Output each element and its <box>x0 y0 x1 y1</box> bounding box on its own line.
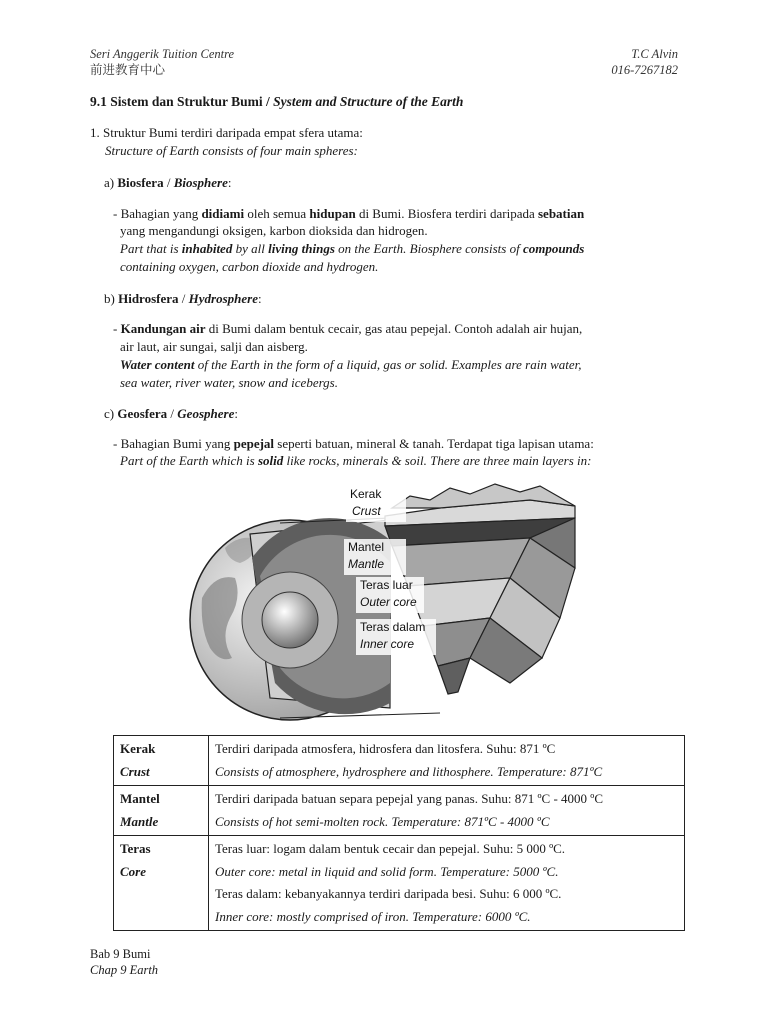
bold-text: pepejal <box>233 436 275 451</box>
earth-layers-table <box>113 735 685 931</box>
description-malay: Teras luar: logam dalam bentuk cecair dan pepejal. Suhu: 5 000 ºC. <box>215 841 566 856</box>
intro-english: Structure of Earth consists of four main spheres: <box>105 143 358 158</box>
description-english: Consists of atmosphere, hydrosphere and lithosphere. Temperature: 871ºC <box>215 763 603 779</box>
geosphere-name-malay: Geosfera <box>117 406 168 421</box>
footer-chapter-malay: Bab 9 Bumi <box>90 947 151 961</box>
description-malay: Teras dalam: kebanyakannya terdiri daripada besi. Suhu: 6 000 ºC. <box>215 886 562 901</box>
layer-name-english: Core <box>120 863 146 879</box>
text: oleh semua <box>244 206 310 221</box>
text: di Bumi dalam bentuk cecair, gas atau pepejal. Contoh adalah air hujan, <box>205 321 583 336</box>
bold-text: living things <box>268 241 335 256</box>
layer-name-cell <box>114 836 209 931</box>
text: like rocks, minerals & soil. There are three main layers in: <box>283 453 592 468</box>
bold-text: didiami <box>201 206 245 221</box>
layer-name-malay: Teras <box>120 841 151 856</box>
text: - <box>113 321 121 336</box>
biosphere-malay-line2: yang mengandungi oksigen, karbon dioksida dan hidrogen. <box>120 223 428 238</box>
section-title <box>90 94 463 110</box>
bold-text: solid <box>257 453 284 468</box>
text: of the Earth in the form of a liquid, gas or solid. Examples are rain water, <box>194 357 582 372</box>
bold-text: hidupan <box>309 206 356 221</box>
text: - Bahagian yang <box>113 206 202 221</box>
hydrosphere-malay-line2: air laut, air sungai, salji dan aisberg. <box>120 339 308 354</box>
mantle-label-english: Mantle <box>348 557 385 571</box>
layer-description-cell <box>209 736 685 786</box>
layer-name-malay: Mantel <box>120 791 160 806</box>
hydrosphere-slash: / <box>178 291 189 306</box>
crust-label-english: Crust <box>352 504 381 518</box>
geosphere-prefix: c) <box>104 406 118 421</box>
crust-label-malay: Kerak <box>350 487 382 501</box>
layer-name-cell <box>114 736 209 786</box>
bold-text: sebatian <box>538 206 585 221</box>
outer-core-label-malay: Teras luar <box>360 578 413 592</box>
inner-core-label-malay: Teras dalam <box>360 620 426 634</box>
description-english: Outer core: metal in liquid and solid form. Temperature: 5000 ºC. <box>215 863 559 879</box>
biosphere-name-english: Biosphere <box>173 175 228 190</box>
text: by all <box>232 241 269 256</box>
section-title-malay: 9.1 Sistem dan Struktur Bumi / <box>90 94 274 109</box>
geosphere-slash: / <box>167 406 178 421</box>
geosphere-name-english: Geosphere <box>177 406 235 421</box>
text: Part of the Earth which is <box>120 453 258 468</box>
footer-chapter-english: Chap 9 Earth <box>90 963 159 977</box>
geosphere-colon: : <box>234 406 238 421</box>
mantle-label-malay: Mantel <box>348 540 385 554</box>
biosphere-name-malay: Biosfera <box>117 175 164 190</box>
biosphere-malay-line1 <box>113 205 584 223</box>
biosphere-heading <box>104 174 232 192</box>
hydrosphere-colon: : <box>257 291 262 306</box>
text: Part that is <box>120 241 182 256</box>
header-centre-chinese-name: 前进教育中心 <box>90 63 166 77</box>
text: di Bumi. Biosfera terdiri daripada <box>355 206 538 221</box>
description-malay: Terdiri daripada batuan separa pepejal yang panas. Suhu: 871 ºC - 4000 ºC <box>215 791 604 806</box>
biosphere-english-line2: containing oxygen, carbon dioxide and hydrogen. <box>120 259 379 274</box>
layer-name-english: Mantle <box>120 813 159 829</box>
hydrosphere-name-english: Hydrosphere <box>188 291 258 306</box>
hydrosphere-heading <box>104 290 262 308</box>
layer-description-cell <box>209 836 685 931</box>
hydrosphere-english-line1 <box>120 356 582 374</box>
layer-name-english: Crust <box>120 763 150 779</box>
outer-core-label-english: Outer core <box>360 595 417 609</box>
inner-core-label-english: Inner core <box>360 637 415 651</box>
geosphere-heading <box>104 405 238 423</box>
header-centre-name: Seri Anggerik Tuition Centre <box>90 47 235 61</box>
header-phone: 016-7267182 <box>611 63 678 77</box>
section-title-english: System and Structure of the Earth <box>273 94 464 109</box>
description-english: Inner core: mostly comprised of iron. Temperature: 6000 ºC. <box>215 908 531 924</box>
hydrosphere-name-malay: Hidrosfera <box>118 291 179 306</box>
text: seperti batuan, mineral & tanah. Terdapat tiga lapisan utama: <box>274 436 594 451</box>
bold-text: Water content <box>120 357 195 372</box>
biosphere-colon: : <box>227 175 232 190</box>
geosphere-malay-line <box>113 435 594 453</box>
table-row <box>114 836 685 931</box>
biosphere-slash: / <box>163 175 174 190</box>
layer-name-malay: Kerak <box>120 741 156 756</box>
hydrosphere-prefix: b) <box>104 291 119 306</box>
bold-text: compounds <box>522 241 585 256</box>
header-tutor-name: T.C Alvin <box>631 47 678 61</box>
table-row <box>114 786 685 836</box>
earth-structure-diagram <box>180 478 600 722</box>
geosphere-english-line <box>120 452 591 470</box>
hydrosphere-malay-line1 <box>113 320 582 338</box>
description-malay: Terdiri daripada atmosfera, hidrosfera dan litosfera. Suhu: 871 ºC <box>215 741 556 756</box>
hydrosphere-english-line2: sea water, river water, snow and icebergs. <box>120 375 338 390</box>
description-english: Consists of hot semi-molten rock. Temperature: 871ºC - 4000 ºC <box>215 813 550 829</box>
bold-text: Kandungan air <box>120 321 206 336</box>
bold-text: inhabited <box>181 241 233 256</box>
intro-malay: 1. Struktur Bumi terdiri daripada empat sfera utama: <box>90 125 363 140</box>
text: - Bahagian Bumi yang <box>113 436 234 451</box>
layer-name-cell <box>114 786 209 836</box>
table-row <box>114 736 685 786</box>
biosphere-prefix: a) <box>104 175 118 190</box>
text: on the Earth. Biosphere consists of <box>334 241 523 256</box>
layer-description-cell <box>209 786 685 836</box>
biosphere-english-line1 <box>120 240 584 258</box>
